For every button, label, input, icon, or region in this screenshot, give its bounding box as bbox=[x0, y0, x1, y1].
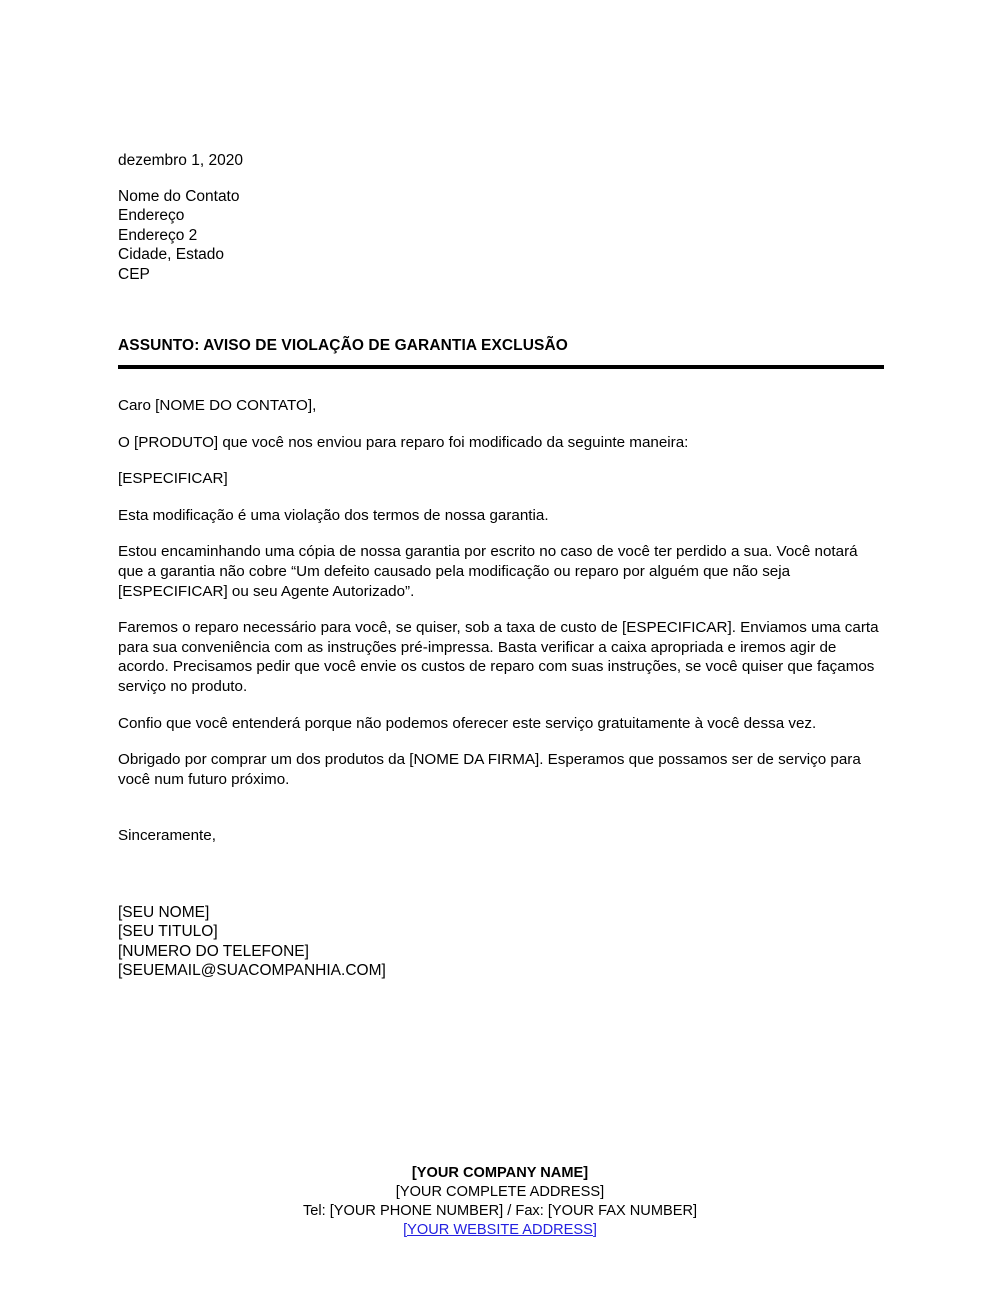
footer-website-link[interactable]: [YOUR WEBSITE ADDRESS] bbox=[403, 1222, 597, 1238]
recipient-address-block bbox=[118, 187, 240, 284]
body-paragraph: O [PRODUTO] que você nos enviou para reparo foi modificado da seguinte maneira: bbox=[118, 433, 689, 451]
recipient-line: Cidade, Estado bbox=[118, 246, 224, 264]
recipient-line: Endereço 2 bbox=[118, 226, 198, 244]
signature-line: [SEU NOME] bbox=[118, 904, 210, 921]
body-paragraph: [ESPECIFICAR] bbox=[118, 470, 228, 488]
body-paragraph: Faremos o reparo necessário para você, se quiser, sob a taxa de custo de [ESPECIFICAR]. Enviamos uma carta para sua conveniência com as instruções pré-impressa. Basta verificar a caixa apropriada e iremos agir de acordo. Precisamos pedir que você envie os custos de reparo com suas instruções, se você quiser que façamos serviço no produto. bbox=[118, 619, 879, 695]
signature-line: [SEU TITULO] bbox=[118, 923, 218, 941]
footer-contact: Tel: [YOUR PHONE NUMBER] / Fax: [YOUR FAX NUMBER] bbox=[302, 1203, 698, 1219]
subject-divider bbox=[118, 365, 884, 369]
footer-company-name: [YOUR COMPANY NAME] bbox=[411, 1165, 589, 1181]
signature-block bbox=[118, 903, 386, 981]
body-paragraph: Obrigado por comprar um dos produtos da [NOME DA FIRMA]. Esperamos que possamos ser de serviço para você num futuro próximo. bbox=[118, 751, 861, 788]
letter-body bbox=[118, 396, 886, 806]
subject-heading: ASSUNTO: AVISO DE VIOLAÇÃO DE GARANTIA EXCLUSÃO bbox=[118, 337, 568, 354]
closing-salutation: Sinceramente, bbox=[118, 827, 216, 844]
salutation: Caro [NOME DO CONTATO], bbox=[118, 397, 317, 414]
signature-line: [SEUEMAIL@SUACOMPANHIA.COM] bbox=[118, 962, 386, 980]
body-paragraph: Esta modificação é uma violação dos termos de nossa garantia. bbox=[118, 506, 549, 524]
recipient-line: Endereço bbox=[118, 207, 185, 225]
recipient-line: CEP bbox=[118, 265, 150, 283]
body-paragraph: Estou encaminhando uma cópia de nossa garantia por escrito no caso de você ter perdido a sua. Você notará que a garantia não cobre “Um defeito causado pela modificação ou reparo por alguém que não seja [ESPECIFICAR] ou seu Agente Autorizado”. bbox=[118, 543, 858, 600]
page-footer bbox=[0, 1164, 1000, 1240]
signature-line: [NUMERO DO TELEFONE] bbox=[118, 942, 309, 960]
footer-website-link-row bbox=[0, 1221, 1000, 1240]
footer-address: [YOUR COMPLETE ADDRESS] bbox=[395, 1184, 605, 1200]
body-paragraph: Confio que você entenderá porque não podemos oferecer este serviço gratuitamente à você dessa vez. bbox=[118, 714, 817, 732]
recipient-line: Nome do Contato bbox=[118, 188, 240, 205]
letter-date: dezembro 1, 2020 bbox=[118, 152, 243, 169]
subject-section bbox=[118, 336, 884, 369]
